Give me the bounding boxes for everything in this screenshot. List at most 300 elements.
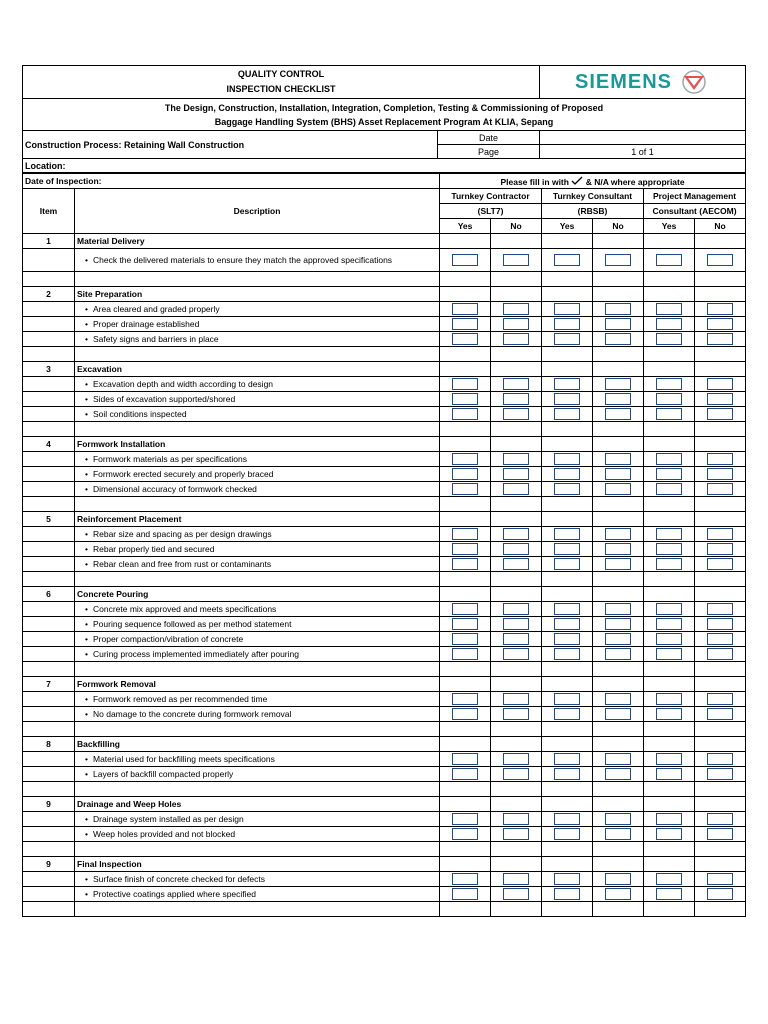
consultant-no-cell — [593, 602, 644, 617]
consultant-yes-checkbox[interactable] — [554, 768, 580, 780]
check-description: • Excavation depth and width according to design — [75, 377, 440, 392]
pmc-yes-cell — [644, 707, 695, 722]
contractor-no-checkbox[interactable] — [503, 468, 529, 480]
pmc-yes-checkbox[interactable] — [656, 483, 682, 495]
empty-cell — [491, 797, 542, 812]
consultant-no-cell — [593, 692, 644, 707]
instruction-suffix: & N/A where appropriate — [585, 176, 685, 187]
pmc-header-line1: Project Management — [644, 189, 746, 204]
check-row — [23, 392, 746, 407]
consultant-no-checkbox[interactable] — [605, 468, 631, 480]
consultant-no-cell — [593, 407, 644, 422]
contractor-no-checkbox[interactable] — [503, 693, 529, 705]
contractor-yes-cell — [440, 527, 491, 542]
consultant-no-checkbox[interactable] — [605, 813, 631, 825]
consultant-no-checkbox[interactable] — [605, 254, 631, 266]
contractor-yes-checkbox[interactable] — [452, 708, 478, 720]
consultant-yes-cell — [542, 707, 593, 722]
consultant-yes-cell — [542, 452, 593, 467]
consultant-no-checkbox[interactable] — [605, 618, 631, 630]
contractor-yes-checkbox[interactable] — [452, 393, 478, 405]
empty-cell — [542, 587, 593, 602]
contractor-yes-checkbox[interactable] — [452, 318, 478, 330]
pmc-yes-checkbox[interactable] — [656, 254, 682, 266]
empty-cell — [644, 437, 695, 452]
pmc-no-checkbox[interactable] — [707, 528, 733, 540]
consultant-no-cell — [593, 812, 644, 827]
consultant-yes-checkbox[interactable] — [554, 468, 580, 480]
contractor-no-cell — [491, 812, 542, 827]
contractor-no-checkbox[interactable] — [503, 483, 529, 495]
contractor-no-checkbox[interactable] — [503, 618, 529, 630]
consultant-yes-checkbox[interactable] — [554, 708, 580, 720]
contractor-yes-checkbox[interactable] — [452, 468, 478, 480]
consultant-no-header: No — [593, 219, 644, 234]
consultant-no-checkbox[interactable] — [605, 633, 631, 645]
contractor-no-checkbox[interactable] — [503, 318, 529, 330]
empty-cell — [542, 347, 593, 362]
empty-cell — [440, 797, 491, 812]
pmc-yes-checkbox[interactable] — [656, 708, 682, 720]
section-header-row — [23, 587, 746, 602]
item-cell — [23, 812, 75, 827]
pmc-yes-checkbox[interactable] — [656, 453, 682, 465]
pmc-no-cell — [695, 602, 746, 617]
contractor-no-checkbox[interactable] — [503, 633, 529, 645]
consultant-yes-checkbox[interactable] — [554, 453, 580, 465]
empty-cell — [695, 902, 746, 917]
pmc-yes-cell — [644, 812, 695, 827]
contractor-yes-cell — [440, 887, 491, 902]
consultant-header-line2: (RBSB) — [542, 204, 644, 219]
empty-cell — [491, 782, 542, 797]
pmc-yes-checkbox[interactable] — [656, 558, 682, 570]
pmc-yes-header: Yes — [644, 219, 695, 234]
pmc-yes-checkbox[interactable] — [656, 333, 682, 345]
empty-cell — [440, 512, 491, 527]
empty-cell — [440, 737, 491, 752]
check-description: • Curing process implemented immediately after pouring — [75, 647, 440, 662]
pmc-yes-checkbox[interactable] — [656, 828, 682, 840]
empty-cell — [23, 422, 75, 437]
pmc-yes-checkbox[interactable] — [656, 393, 682, 405]
contractor-no-checkbox[interactable] — [503, 303, 529, 315]
consultant-yes-checkbox[interactable] — [554, 873, 580, 885]
pmc-no-checkbox[interactable] — [707, 828, 733, 840]
contractor-no-checkbox[interactable] — [503, 543, 529, 555]
location-row — [23, 159, 746, 173]
pmc-yes-checkbox[interactable] — [656, 873, 682, 885]
check-description: • Dimensional accuracy of formwork checked — [75, 482, 440, 497]
empty-cell — [644, 497, 695, 512]
date-field[interactable] — [540, 131, 746, 145]
pmc-yes-cell — [644, 557, 695, 572]
pmc-no-checkbox[interactable] — [707, 453, 733, 465]
contractor-yes-checkbox[interactable] — [452, 453, 478, 465]
pmc-yes-checkbox[interactable] — [656, 408, 682, 420]
consultant-no-cell — [593, 527, 644, 542]
consultant-no-checkbox[interactable] — [605, 543, 631, 555]
empty-cell — [644, 722, 695, 737]
pmc-no-checkbox[interactable] — [707, 693, 733, 705]
consultant-yes-checkbox[interactable] — [554, 618, 580, 630]
check-description: • Rebar size and spacing as per design drawings — [75, 527, 440, 542]
contractor-yes-checkbox[interactable] — [452, 603, 478, 615]
contractor-yes-cell — [440, 452, 491, 467]
consultant-yes-cell — [542, 602, 593, 617]
contractor-yes-checkbox[interactable] — [452, 543, 478, 555]
check-description: • Formwork materials as per specifications — [75, 452, 440, 467]
empty-cell — [644, 347, 695, 362]
instruction-note — [440, 174, 746, 189]
contractor-no-checkbox[interactable] — [503, 453, 529, 465]
pmc-yes-checkbox[interactable] — [656, 468, 682, 480]
pmc-yes-checkbox[interactable] — [656, 603, 682, 615]
contractor-yes-cell — [440, 767, 491, 782]
pmc-yes-checkbox[interactable] — [656, 753, 682, 765]
pmc-no-cell — [695, 452, 746, 467]
consultant-no-checkbox[interactable] — [605, 558, 631, 570]
item-number: 3 — [23, 362, 75, 377]
empty-cell — [491, 722, 542, 737]
contractor-yes-checkbox[interactable] — [452, 618, 478, 630]
pmc-no-checkbox[interactable] — [707, 708, 733, 720]
inspection-date-row — [23, 174, 440, 189]
pmc-yes-cell — [644, 332, 695, 347]
contractor-no-checkbox[interactable] — [503, 828, 529, 840]
contractor-no-checkbox[interactable] — [503, 753, 529, 765]
pmc-no-cell — [695, 617, 746, 632]
contractor-yes-cell — [440, 332, 491, 347]
pmc-no-checkbox[interactable] — [707, 393, 733, 405]
pmc-yes-checkbox[interactable] — [656, 648, 682, 660]
pmc-no-checkbox[interactable] — [707, 618, 733, 630]
consultant-no-checkbox[interactable] — [605, 378, 631, 390]
contractor-yes-checkbox[interactable] — [452, 828, 478, 840]
contractor-yes-cell — [440, 377, 491, 392]
pmc-yes-checkbox[interactable] — [656, 618, 682, 630]
logo-cell — [540, 66, 746, 99]
contractor-no-checkbox[interactable] — [503, 648, 529, 660]
contractor-header-line2: (SLT7) — [440, 204, 542, 219]
check-description: • Material used for backfilling meets specifications — [75, 752, 440, 767]
empty-cell — [593, 512, 644, 527]
pmc-no-checkbox[interactable] — [707, 888, 733, 900]
consultant-yes-checkbox[interactable] — [554, 603, 580, 615]
pmc-yes-cell — [644, 392, 695, 407]
pmc-yes-checkbox[interactable] — [656, 768, 682, 780]
contractor-no-checkbox[interactable] — [503, 708, 529, 720]
check-row — [23, 482, 746, 497]
contractor-no-checkbox[interactable] — [503, 333, 529, 345]
empty-cell — [440, 347, 491, 362]
consultant-yes-cell — [542, 617, 593, 632]
contractor-no-checkbox[interactable] — [503, 558, 529, 570]
pmc-no-checkbox[interactable] — [707, 768, 733, 780]
consultant-yes-checkbox[interactable] — [554, 333, 580, 345]
header-table — [22, 65, 746, 173]
contractor-no-cell — [491, 542, 542, 557]
pmc-no-checkbox[interactable] — [707, 408, 733, 420]
consultant-no-checkbox[interactable] — [605, 693, 631, 705]
contractor-no-checkbox[interactable] — [503, 768, 529, 780]
check-description: • Proper drainage established — [75, 317, 440, 332]
contractor-yes-checkbox[interactable] — [452, 753, 478, 765]
pmc-no-checkbox[interactable] — [707, 468, 733, 480]
contractor-no-checkbox[interactable] — [503, 528, 529, 540]
empty-cell — [695, 572, 746, 587]
pmc-yes-checkbox[interactable] — [656, 888, 682, 900]
pmc-no-checkbox[interactable] — [707, 483, 733, 495]
consultant-yes-checkbox[interactable] — [554, 753, 580, 765]
pmc-no-checkbox[interactable] — [707, 648, 733, 660]
consultant-yes-checkbox[interactable] — [554, 393, 580, 405]
checklist-table — [22, 173, 746, 917]
check-row — [23, 602, 746, 617]
check-description: • Rebar clean and free from rust or contaminants — [75, 557, 440, 572]
consultant-no-cell — [593, 467, 644, 482]
pmc-no-checkbox[interactable] — [707, 633, 733, 645]
consultant-yes-checkbox[interactable] — [554, 408, 580, 420]
contractor-yes-checkbox[interactable] — [452, 648, 478, 660]
pmc-yes-checkbox[interactable] — [656, 303, 682, 315]
empty-cell — [644, 842, 695, 857]
contractor-no-checkbox[interactable] — [503, 408, 529, 420]
contractor-no-cell — [491, 332, 542, 347]
contractor-yes-checkbox[interactable] — [452, 888, 478, 900]
pmc-yes-checkbox[interactable] — [656, 693, 682, 705]
pmc-no-cell — [695, 632, 746, 647]
contractor-no-cell — [491, 527, 542, 542]
empty-cell — [593, 782, 644, 797]
pmc-no-checkbox[interactable] — [707, 813, 733, 825]
empty-cell — [440, 842, 491, 857]
check-description: • No damage to the concrete during formwork removal — [75, 707, 440, 722]
pmc-no-checkbox[interactable] — [707, 318, 733, 330]
pmc-yes-cell — [644, 887, 695, 902]
item-cell — [23, 527, 75, 542]
consultant-yes-cell — [542, 827, 593, 842]
check-row — [23, 317, 746, 332]
contractor-no-checkbox[interactable] — [503, 813, 529, 825]
check-row — [23, 887, 746, 902]
item-cell — [23, 767, 75, 782]
contractor-no-cell — [491, 302, 542, 317]
contractor-yes-checkbox[interactable] — [452, 768, 478, 780]
consultant-yes-checkbox[interactable] — [554, 648, 580, 660]
pmc-no-checkbox[interactable] — [707, 753, 733, 765]
contractor-yes-checkbox[interactable] — [452, 254, 478, 266]
consultant-no-checkbox[interactable] — [605, 333, 631, 345]
contractor-yes-checkbox[interactable] — [452, 813, 478, 825]
pmc-yes-checkbox[interactable] — [656, 378, 682, 390]
check-row — [23, 407, 746, 422]
empty-cell — [440, 587, 491, 602]
empty-cell — [695, 347, 746, 362]
consultant-yes-checkbox[interactable] — [554, 483, 580, 495]
contractor-yes-checkbox[interactable] — [452, 693, 478, 705]
empty-cell — [542, 902, 593, 917]
empty-cell — [695, 737, 746, 752]
check-description: • Protective coatings applied where specified — [75, 887, 440, 902]
title-line-2: INSPECTION CHECKLIST — [226, 84, 336, 94]
empty-cell — [593, 737, 644, 752]
empty-cell — [695, 512, 746, 527]
consultant-yes-checkbox[interactable] — [554, 633, 580, 645]
empty-cell — [542, 437, 593, 452]
consultant-no-checkbox[interactable] — [605, 753, 631, 765]
empty-cell — [644, 587, 695, 602]
consultant-no-checkbox[interactable] — [605, 453, 631, 465]
consultant-no-checkbox[interactable] — [605, 408, 631, 420]
consultant-no-checkbox[interactable] — [605, 888, 631, 900]
pmc-yes-cell — [644, 467, 695, 482]
consultant-no-cell — [593, 887, 644, 902]
item-number: 9 — [23, 857, 75, 872]
contractor-yes-checkbox[interactable] — [452, 333, 478, 345]
section-title: Site Preparation — [75, 287, 440, 302]
pmc-no-checkbox[interactable] — [707, 603, 733, 615]
pmc-yes-checkbox[interactable] — [656, 633, 682, 645]
pmc-yes-cell — [644, 317, 695, 332]
contractor-yes-checkbox[interactable] — [452, 483, 478, 495]
pmc-no-checkbox[interactable] — [707, 254, 733, 266]
empty-cell — [440, 857, 491, 872]
pmc-no-checkbox[interactable] — [707, 558, 733, 570]
empty-cell — [491, 662, 542, 677]
pmc-no-checkbox[interactable] — [707, 303, 733, 315]
consultant-no-checkbox[interactable] — [605, 828, 631, 840]
contractor-yes-cell — [440, 812, 491, 827]
pmc-no-cell — [695, 317, 746, 332]
consultant-no-checkbox[interactable] — [605, 603, 631, 615]
empty-cell — [75, 662, 440, 677]
empty-cell — [695, 497, 746, 512]
contractor-no-cell — [491, 647, 542, 662]
consultant-no-checkbox[interactable] — [605, 873, 631, 885]
item-cell — [23, 632, 75, 647]
consultant-no-checkbox[interactable] — [605, 648, 631, 660]
contractor-yes-checkbox[interactable] — [452, 558, 478, 570]
empty-cell — [75, 347, 440, 362]
item-cell — [23, 249, 75, 272]
consultant-no-checkbox[interactable] — [605, 483, 631, 495]
empty-cell — [695, 437, 746, 452]
consultant-yes-checkbox[interactable] — [554, 528, 580, 540]
contractor-yes-checkbox[interactable] — [452, 408, 478, 420]
empty-cell — [542, 362, 593, 377]
empty-cell — [542, 782, 593, 797]
empty-cell — [695, 842, 746, 857]
pmc-yes-cell — [644, 602, 695, 617]
empty-cell — [491, 512, 542, 527]
contractor-yes-checkbox[interactable] — [452, 528, 478, 540]
consultant-no-cell — [593, 482, 644, 497]
consultant-yes-checkbox[interactable] — [554, 303, 580, 315]
consultant-yes-checkbox[interactable] — [554, 813, 580, 825]
pmc-no-checkbox[interactable] — [707, 543, 733, 555]
pmc-yes-cell — [644, 752, 695, 767]
contractor-no-checkbox[interactable] — [503, 254, 529, 266]
pmc-no-cell — [695, 812, 746, 827]
pmc-no-checkbox[interactable] — [707, 873, 733, 885]
consultant-yes-checkbox[interactable] — [554, 828, 580, 840]
contractor-yes-checkbox[interactable] — [452, 873, 478, 885]
pmc-yes-cell — [644, 542, 695, 557]
consultant-yes-checkbox[interactable] — [554, 693, 580, 705]
contractor-no-checkbox[interactable] — [503, 873, 529, 885]
empty-cell — [491, 272, 542, 287]
contractor-yes-checkbox[interactable] — [452, 378, 478, 390]
empty-cell — [542, 722, 593, 737]
contractor-yes-cell — [440, 317, 491, 332]
empty-cell — [440, 362, 491, 377]
pmc-yes-checkbox[interactable] — [656, 528, 682, 540]
check-row — [23, 377, 746, 392]
empty-cell — [695, 797, 746, 812]
item-cell — [23, 392, 75, 407]
consultant-yes-checkbox[interactable] — [554, 318, 580, 330]
empty-cell — [440, 422, 491, 437]
pmc-yes-checkbox[interactable] — [656, 318, 682, 330]
pmc-no-cell — [695, 707, 746, 722]
consultant-no-checkbox[interactable] — [605, 708, 631, 720]
pmc-yes-checkbox[interactable] — [656, 543, 682, 555]
consultant-yes-checkbox[interactable] — [554, 558, 580, 570]
consultant-no-checkbox[interactable] — [605, 393, 631, 405]
empty-cell — [491, 497, 542, 512]
contractor-no-cell — [491, 467, 542, 482]
contractor-yes-checkbox[interactable] — [452, 633, 478, 645]
empty-cell — [644, 797, 695, 812]
empty-cell — [695, 272, 746, 287]
contractor-no-checkbox[interactable] — [503, 378, 529, 390]
consultant-no-checkbox[interactable] — [605, 528, 631, 540]
consultant-yes-checkbox[interactable] — [554, 888, 580, 900]
pmc-no-checkbox[interactable] — [707, 333, 733, 345]
consultant-yes-checkbox[interactable] — [554, 254, 580, 266]
contractor-no-checkbox[interactable] — [503, 603, 529, 615]
consultant-no-cell — [593, 617, 644, 632]
pmc-yes-checkbox[interactable] — [656, 813, 682, 825]
consultant-yes-cell — [542, 377, 593, 392]
empty-cell — [695, 362, 746, 377]
item-cell — [23, 692, 75, 707]
empty-cell — [593, 362, 644, 377]
construction-process: Construction Process: Retaining Wall Construction — [23, 131, 438, 159]
spacer-row — [23, 347, 746, 362]
pmc-no-checkbox[interactable] — [707, 378, 733, 390]
empty-cell — [644, 902, 695, 917]
pmc-yes-cell — [644, 407, 695, 422]
empty-cell — [23, 662, 75, 677]
empty-cell — [440, 497, 491, 512]
contractor-yes-checkbox[interactable] — [452, 303, 478, 315]
consultant-yes-checkbox[interactable] — [554, 378, 580, 390]
empty-cell — [75, 272, 440, 287]
consultant-no-checkbox[interactable] — [605, 303, 631, 315]
item-number: 4 — [23, 437, 75, 452]
consultant-no-checkbox[interactable] — [605, 768, 631, 780]
consultant-no-checkbox[interactable] — [605, 318, 631, 330]
contractor-no-checkbox[interactable] — [503, 393, 529, 405]
consultant-yes-checkbox[interactable] — [554, 543, 580, 555]
empty-cell — [695, 722, 746, 737]
contractor-yes-cell — [440, 602, 491, 617]
contractor-no-checkbox[interactable] — [503, 888, 529, 900]
item-number: 2 — [23, 287, 75, 302]
item-cell — [23, 887, 75, 902]
